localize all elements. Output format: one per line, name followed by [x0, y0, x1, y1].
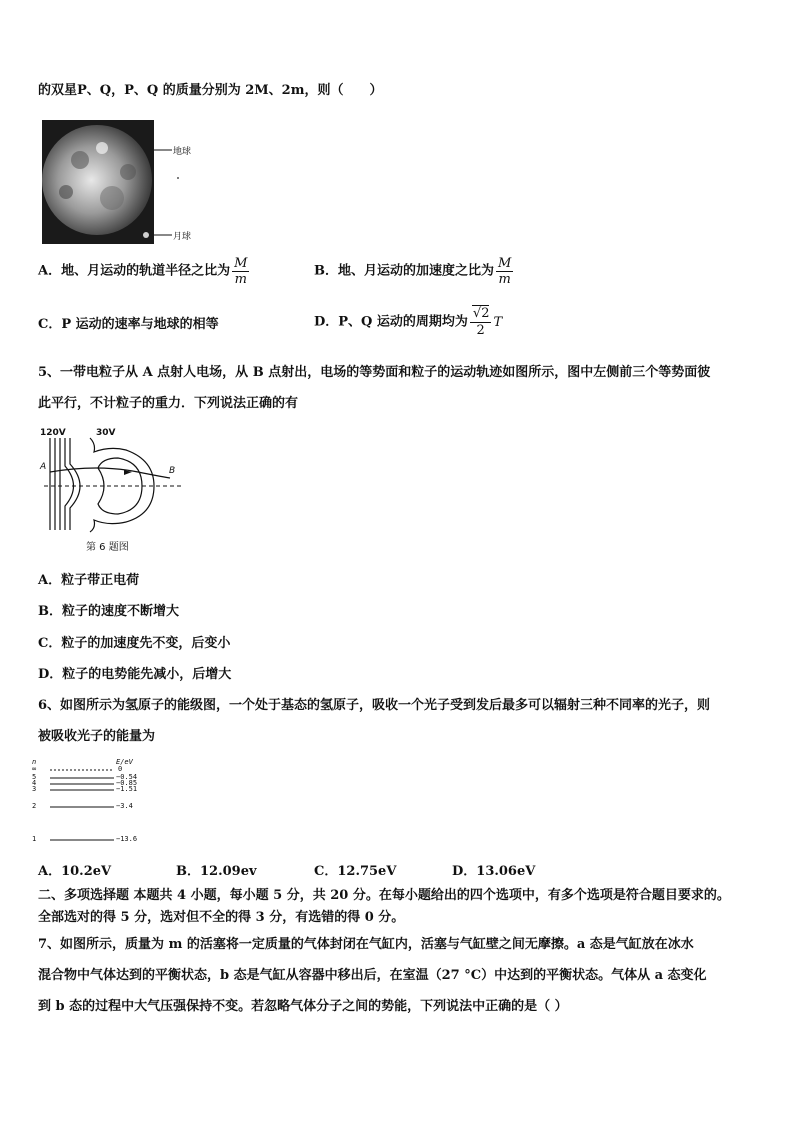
level-e-3: −1.51 [116, 785, 138, 793]
q7-line-1: 7、如图所示，质量为 m 的活塞将一定质量的气体封闭在气缸内，活塞与气缸壁之间无摩擦。a 态是气缸放在冰水 [38, 937, 694, 952]
q4-option-d-text: D．P、Q 运动的周期均为 [314, 314, 468, 330]
q5-line-2: 此平行，不计粒子的重力．下列说法正确的有 [38, 396, 299, 411]
earth-moon-figure [42, 120, 212, 244]
q6-line-1: 6、如图所示为氢原子的能级图，一个处于基态的氢原子，吸收一个光子受到发后最多可以辐射三种不同率的光子，则 [38, 698, 711, 713]
earth-label: 地球 [173, 147, 192, 157]
n-header: n [32, 758, 37, 766]
level-n-4: 4 [32, 779, 37, 787]
level-n-2: 2 [32, 802, 37, 810]
q5-option-c: C．粒子的加速度先不变，后变小 [38, 636, 231, 651]
level-e-inf: 0 [118, 765, 123, 773]
q5-option-a: A．粒子带正电荷 [38, 573, 140, 588]
q7-line-2: 混合物中气体达到的平衡状态，b 态是气缸从容器中移出后，在室温（27 °C）中达到的平衡状态。气体从 a 态变化 [38, 968, 707, 983]
q5-option-b: B．粒子的速度不断增大 [38, 604, 179, 619]
q4-option-d-fraction [470, 306, 492, 339]
section2-line-1: 二、多项选择题 本题共 4 小题，每小题 5 分，共 20 分。在每小题给出的四个选项中，有多个选项是符合题目要求的。 [38, 888, 730, 903]
q4-option-b-fraction [496, 256, 513, 287]
q7-line-3: 到 b 态的过程中大气压强保持不变。若忽略气体分子之间的势能，下列说法中正确的是（ ） [38, 999, 568, 1014]
q4-option-b-den: m [498, 272, 511, 287]
q4-option-a-fraction [232, 256, 249, 287]
q4-option-d-tail: T [493, 314, 503, 330]
level-e-2: −3.4 [116, 802, 133, 810]
level-n-1: 1 [32, 835, 37, 843]
moon-label: 月球 [173, 232, 192, 242]
q4-option-b [314, 256, 513, 287]
q6-option-c: C．12.75eV [314, 864, 397, 879]
q4-option-b-num: M [498, 256, 512, 271]
potential-30v-label: 30V [96, 428, 116, 438]
point-a-label: A [40, 462, 47, 472]
level-n-5: 5 [32, 773, 37, 781]
q5-line-1: 5、一带电粒子从 A 点射人电场，从 B 点射出，电场的等势面和粒子的运动轨迹如图所示，图中左侧前三个等势面彼 [38, 365, 711, 380]
point-b-label: B [169, 466, 176, 476]
q4-option-a-num: M [234, 256, 248, 271]
q4-option-a-text: A．地、月运动的轨道半径之比为 [38, 263, 231, 279]
equipotential-figure [38, 428, 188, 552]
equipotential-diagram-icon [38, 428, 188, 552]
figure-caption: 第 6 题图 [86, 542, 129, 553]
q6-line-2: 被吸收光子的能量为 [38, 729, 156, 744]
level-n-3: 3 [32, 785, 37, 793]
potential-120v-label: 120V [40, 428, 66, 438]
section2-line-2: 全部选对的得 5 分，选对但不全的得 3 分，有选错的得 0 分。 [38, 910, 405, 925]
q4-option-b-text: B．地、月运动的加速度之比为 [314, 263, 494, 279]
e-header: E/eV [116, 758, 133, 766]
q6-option-a: A．10.2eV [38, 864, 112, 879]
q6-option-b: B．12.09ev [176, 864, 257, 879]
q4-option-d [314, 306, 502, 339]
energy-level-diagram [30, 758, 150, 850]
level-e-1: −13.6 [116, 835, 138, 843]
q4-stem-tail: 的双星P、Q，P、Q 的质量分别为 2M、2m，则（ ） [38, 83, 383, 98]
q4-option-a-den: m [234, 272, 247, 287]
earth-photo-icon [42, 120, 212, 244]
q5-option-d: D．粒子的电势能先减小，后增大 [38, 667, 232, 682]
level-e-5: −0.54 [116, 773, 138, 781]
q6-option-d: D．13.06eV [452, 864, 536, 879]
level-n-inf: ∞ [32, 765, 37, 773]
q4-option-d-den: 2 [476, 323, 485, 338]
q4-option-c: C．P 运动的速率与地球的相等 [38, 317, 219, 332]
q4-option-a [38, 256, 249, 287]
level-e-4: −0.85 [116, 779, 138, 787]
q4-option-d-num: √2 [472, 306, 490, 321]
